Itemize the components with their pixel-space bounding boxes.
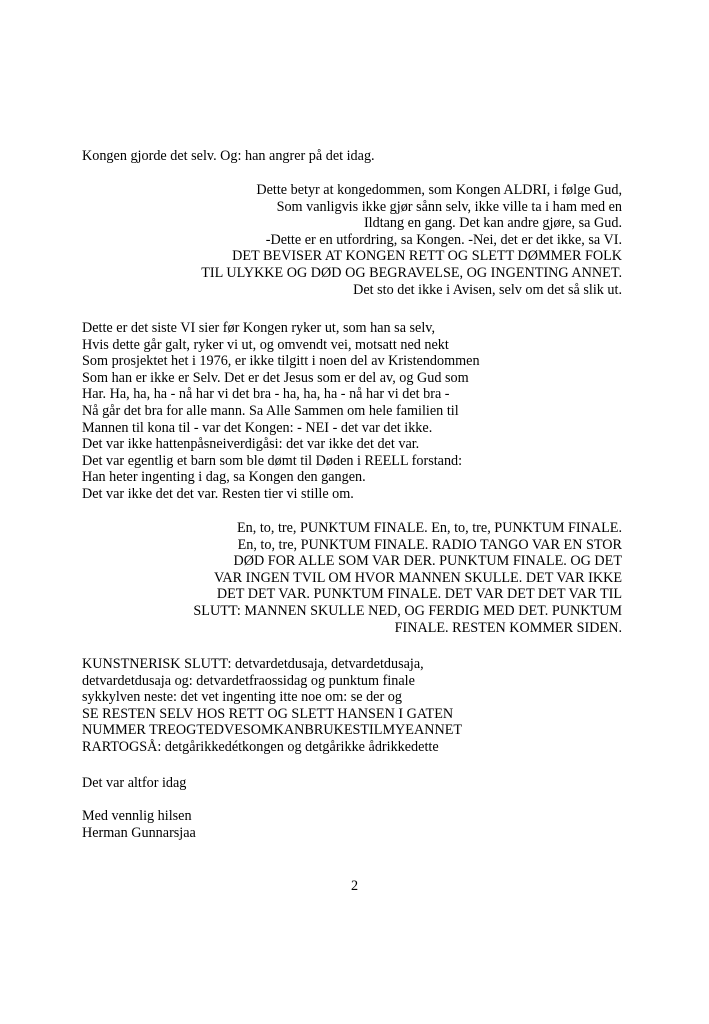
text-line: detvardetdusaja og: detvardetfraossidag og punktum finale — [82, 672, 415, 689]
text-line: Hvis dette går galt, ryker vi ut, og omvendt vei, motsatt ned nekt — [82, 336, 449, 353]
text-line: Det var altfor idag — [82, 775, 187, 791]
text-line: RARTOGSÅ: detgårikkedétkongen og detgårikke ådrikkedette — [82, 738, 439, 755]
right-aligned-block-3 — [82, 520, 622, 636]
signoff — [82, 808, 622, 841]
text-line: sykkylven neste: det vet ingenting itte noe om: se der og — [82, 689, 402, 706]
text-line: DET DET VAR. PUNKTUM FINALE. DET VAR DET DET VAR TIL — [216, 586, 622, 603]
text-line: TIL ULYKKE OG DØD OG BEGRAVELSE, OG INGENTING ANNET. — [201, 264, 622, 281]
left-aligned-block-2 — [82, 320, 622, 503]
text-line: SE RESTEN SELV HOS RETT OG SLETT HANSEN I GATEN — [82, 705, 454, 722]
text-line: DØD FOR ALLE SOM VAR DER. PUNKTUM FINALE. OG DET — [233, 553, 622, 570]
text-line: Nå går det bra for alle mann. Sa Alle Sammen om hele familien til — [82, 402, 459, 419]
signoff-name: Herman Gunnarsjaa — [82, 824, 196, 841]
text-line: Kongen gjorde det selv. Og: han angrer på det idag. — [82, 148, 375, 164]
text-line: Det sto det ikke i Avisen, selv om det så slik ut. — [353, 281, 622, 298]
text-line: Det var ikke det det var. Resten tier vi stille om. — [82, 485, 354, 502]
text-line: Har. Ha, ha, ha - nå har vi det bra - ha, ha, ha - nå har vi det bra - — [82, 386, 450, 403]
text-line: SLUTT: MANNEN SKULLE NED, OG FERDIG MED DET. PUNKTUM — [193, 602, 622, 619]
text-line: Det var egentlig et barn som ble dømt til Døden i REELL forstand: — [82, 452, 463, 469]
text-line: Ildtang en gang. Det kan andre gjøre, sa Gud. — [363, 215, 622, 232]
text-line: Som han er ikke er Selv. Det er det Jesus som er del av, og Gud som — [82, 369, 469, 386]
text-line: Mannen til kona til - var det Kongen: - NEI - det var det ikke. — [82, 419, 433, 436]
page-number: 2 — [350, 878, 359, 894]
text-line: KUNSTNERISK SLUTT: detvardetdusaja, detvardetdusaja, — [82, 656, 424, 672]
text-line: VAR INGEN TVIL OM HVOR MANNEN SKULLE. DET VAR IKKE — [213, 569, 622, 586]
text-line: Som prosjektet het i 1976, er ikke tilgitt i noen del av Kristendommen — [82, 353, 480, 370]
left-aligned-block-4 — [82, 656, 622, 756]
intro-paragraph — [82, 148, 622, 165]
text-line: En, to, tre, PUNKTUM FINALE. RADIO TANGO VAR EN STOR — [237, 536, 622, 553]
text-line: Dette betyr at kongedommen, som Kongen ALDRI, i følge Gud, — [256, 182, 622, 198]
right-aligned-block-1 — [82, 182, 622, 298]
text-line: Som vanligvis ikke gjør sånn selv, ikke ville ta i ham med en — [276, 198, 622, 215]
text-line: DET BEVISER AT KONGEN RETT OG SLETT DØMMER FOLK — [232, 248, 622, 265]
closing-line — [82, 775, 622, 792]
text-line: NUMMER TREOGTEDVESOMKANBRUKESTILMYEANNET — [82, 722, 463, 739]
text-line: Han heter ingenting i dag, sa Kongen den gangen. — [82, 469, 366, 486]
text-line: En, to, tre, PUNKTUM FINALE. En, to, tre, PUNKTUM FINALE. — [236, 520, 622, 536]
text-line: FINALE. RESTEN KOMMER SIDEN. — [394, 619, 622, 636]
text-line: Det var ikke hattenpåsneiverdigåsi: det var ikke det det var. — [82, 436, 420, 453]
text-line: -Dette er en utfordring, sa Kongen. -Nei, det er det ikke, sa VI. — [265, 231, 622, 248]
text-line: Dette er det siste VI sier før Kongen ryker ut, som han sa selv, — [82, 320, 436, 336]
signoff-greeting: Med vennlig hilsen — [82, 808, 192, 824]
